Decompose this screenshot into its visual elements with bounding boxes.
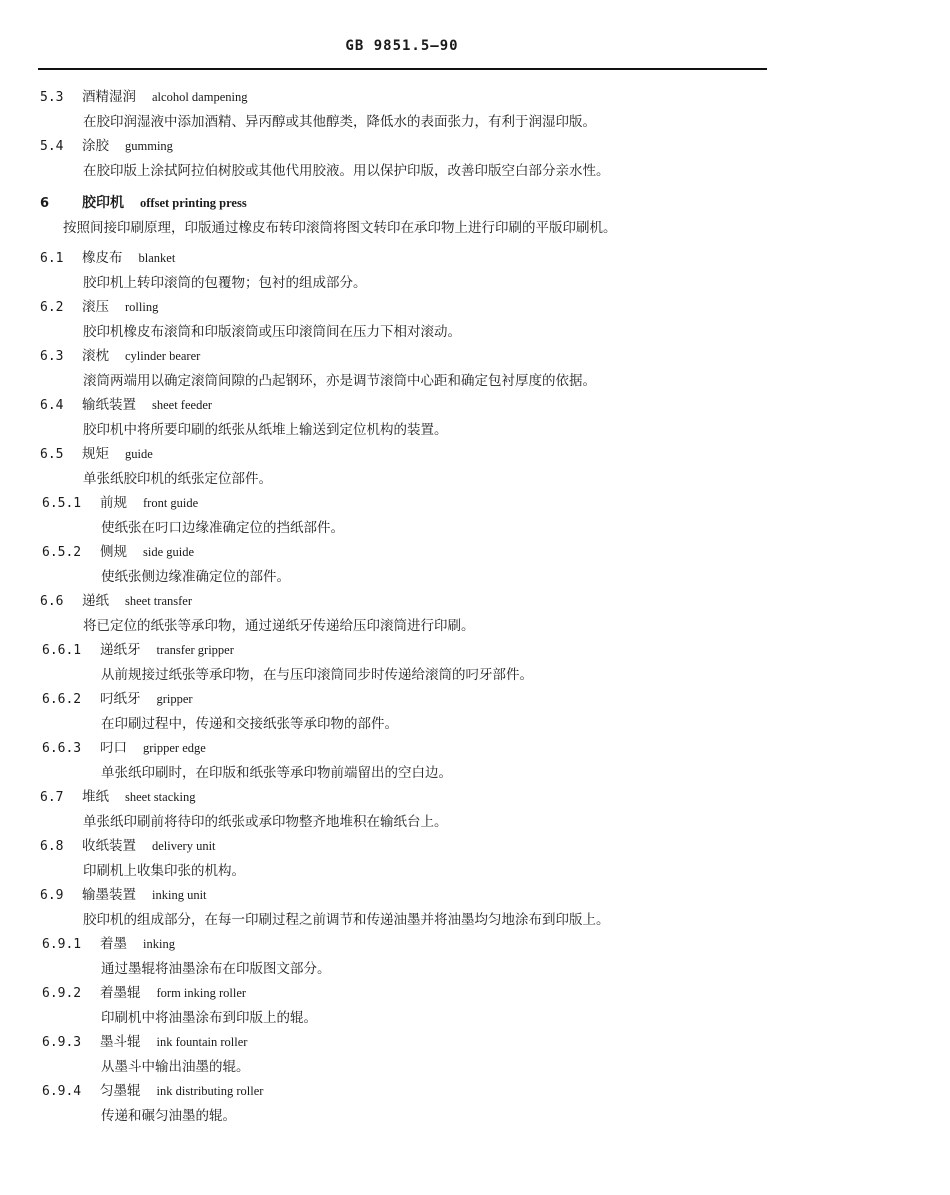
term-line (0, 687, 950, 712)
term (100, 540, 194, 565)
term-english: cylinder bearer (125, 349, 201, 363)
term (82, 883, 207, 908)
term-line (0, 442, 950, 467)
term-entry (0, 834, 950, 883)
term-entry (0, 540, 950, 589)
term-entry (0, 1030, 950, 1079)
clause-number: 6.1 (40, 251, 64, 266)
term-definition: 单张纸胶印机的纸张定位部件。 (83, 471, 272, 487)
clause-number: 6.5 (40, 447, 64, 462)
term (82, 344, 200, 369)
term-chinese: 叼口 (100, 740, 127, 756)
term-entry (0, 638, 950, 687)
clause-number: 6 (40, 196, 50, 211)
clause-number: 5.3 (40, 90, 64, 105)
term-definition: 从前规接过纸张等承印物，在与压印滚筒同步时传递给滚筒的叼牙部件。 (101, 667, 533, 683)
clause-number: 5.4 (40, 139, 64, 154)
term-english: ink fountain roller (156, 1035, 248, 1049)
document-body (0, 85, 950, 1128)
term-english: gripper edge (143, 741, 206, 755)
term-line (0, 981, 950, 1006)
clause-number: 6.3 (40, 349, 64, 364)
term-chinese: 规矩 (82, 446, 109, 462)
term-chinese: 涂胶 (82, 138, 109, 154)
term (82, 834, 216, 859)
term-entry (0, 736, 950, 785)
term-chinese: 输纸装置 (82, 397, 136, 413)
term-entry (0, 687, 950, 736)
header-rule (38, 68, 767, 70)
term-line (0, 134, 950, 159)
term-definition: 在胶印润湿液中添加酒精、异丙醇或其他醇类，降低水的表面张力，有利于润湿印版。 (83, 114, 596, 130)
term-english: rolling (125, 300, 159, 314)
term-line (0, 589, 950, 614)
term-chinese: 着墨 (100, 936, 127, 952)
term-definition: 胶印机中将所要印刷的纸张从纸堆上输送到定位机构的装置。 (83, 422, 448, 438)
term (82, 85, 247, 110)
term-line (0, 540, 950, 565)
term-chinese: 酒精湿润 (82, 89, 136, 105)
term-english: alcohol dampening (152, 90, 248, 104)
term-line (0, 295, 950, 320)
clause-number: 6.9.2 (42, 986, 82, 1001)
term-english: front guide (143, 496, 199, 510)
term-definition: 印刷机中将油墨涂布到印版上的辊。 (101, 1010, 317, 1026)
term (100, 1079, 263, 1104)
term-line (0, 638, 950, 663)
term-chinese: 墨斗辊 (100, 1034, 141, 1050)
term-definition: 使纸张在叼口边缘准确定位的挡纸部件。 (101, 520, 344, 536)
clause-number: 6.9.4 (42, 1084, 82, 1099)
term-entry (0, 442, 950, 491)
term-entry (0, 785, 950, 834)
term-line (0, 344, 950, 369)
term (100, 1030, 247, 1055)
term-definition: 通过墨辊将油墨涂布在印版图文部分。 (101, 961, 331, 977)
clause-number: 6.9.1 (42, 937, 82, 952)
term-entry (0, 932, 950, 981)
term-chinese: 匀墨辊 (100, 1083, 141, 1099)
term-definition: 将已定位的纸张等承印物，通过递纸牙传递给压印滚筒进行印刷。 (83, 618, 475, 634)
term-chinese: 前规 (100, 495, 127, 511)
clause-number: 6.6 (40, 594, 64, 609)
term (100, 981, 246, 1006)
term-line (0, 883, 950, 908)
term-line (0, 393, 950, 418)
term-chinese: 收纸装置 (82, 838, 136, 854)
term-english: offset printing press (140, 196, 247, 210)
term (100, 687, 193, 712)
term-chinese: 侧规 (100, 544, 127, 560)
term-english: delivery unit (152, 839, 216, 853)
term-chinese: 滚枕 (82, 348, 109, 364)
term-definition: 印刷机上收集印张的机构。 (83, 863, 245, 879)
term-line (0, 85, 950, 110)
document-header: GB 9851.5—90 (345, 38, 459, 54)
term-chinese: 递纸牙 (100, 642, 141, 658)
term (82, 134, 173, 159)
term-entry (0, 981, 950, 1030)
clause-number: 6.5.1 (42, 496, 82, 511)
term-english: blanket (138, 251, 176, 265)
term-english: inking unit (152, 888, 207, 902)
clause-number: 6.7 (40, 790, 64, 805)
term-definition: 从墨斗中输出油墨的辊。 (101, 1059, 250, 1075)
term-english: side guide (143, 545, 195, 559)
term-line (0, 491, 950, 516)
term-english: gumming (125, 139, 173, 153)
clause-number: 6.9 (40, 888, 64, 903)
clause-number: 6.9.3 (42, 1035, 82, 1050)
term-english: gripper (156, 692, 193, 706)
clause-number: 6.4 (40, 398, 64, 413)
term-chinese: 着墨辊 (100, 985, 141, 1001)
term-entry (0, 295, 950, 344)
term-entry (0, 191, 950, 240)
term-definition: 使纸张侧边缘准确定位的部件。 (101, 569, 290, 585)
term (82, 589, 192, 614)
term (82, 442, 153, 467)
term-chinese: 递纸 (82, 593, 109, 609)
term-chinese: 叼纸牙 (100, 691, 141, 707)
term-entry (0, 134, 950, 183)
term (82, 246, 175, 271)
clause-number: 6.6.2 (42, 692, 82, 707)
term-english: transfer gripper (156, 643, 234, 657)
term-chinese: 胶印机 (82, 195, 124, 211)
term (100, 736, 206, 761)
term-line (0, 736, 950, 761)
term (82, 785, 195, 810)
term-english: sheet stacking (125, 790, 196, 804)
term-entry (0, 85, 950, 134)
clause-number: 6.6.1 (42, 643, 82, 658)
term-line (0, 1079, 950, 1104)
term-definition: 滚筒两端用以确定滚筒间隙的凸起钢环，亦是调节滚筒中心距和确定包衬厚度的依据。 (83, 373, 596, 389)
term-chinese: 橡皮布 (82, 250, 123, 266)
term-entry (0, 344, 950, 393)
term-definition: 胶印机橡皮布滚筒和印版滚筒或压印滚筒间在压力下相对滚动。 (83, 324, 461, 340)
term (82, 191, 247, 216)
term-definition: 在胶印版上涂拭阿拉伯树胶或其他代用胶液。用以保护印版，改善印版空白部分亲水性。 (83, 163, 610, 179)
term-english: ink distributing roller (156, 1084, 264, 1098)
term-entry (0, 883, 950, 932)
clause-number: 6.8 (40, 839, 64, 854)
term-line (0, 191, 950, 216)
term-chinese: 滚压 (82, 299, 109, 315)
term-english: guide (125, 447, 153, 461)
term-chinese: 堆纸 (82, 789, 109, 805)
term (82, 295, 158, 320)
term-english: form inking roller (156, 986, 247, 1000)
term-line (0, 834, 950, 859)
term-english: sheet transfer (125, 594, 192, 608)
term-english: sheet feeder (152, 398, 213, 412)
term-definition: 在印刷过程中，传递和交接纸张等承印物的部件。 (101, 716, 398, 732)
term-entry (0, 491, 950, 540)
term-definition: 胶印机的组成部分，在每一印刷过程之前调节和传递油墨并将油墨均匀地涂布到印版上。 (83, 912, 610, 928)
term-line (0, 785, 950, 810)
term-english: inking (143, 937, 175, 951)
term-entry (0, 393, 950, 442)
term-entry (0, 589, 950, 638)
clause-number: 6.5.2 (42, 545, 82, 560)
term-entry (0, 1079, 950, 1128)
term-definition: 按照间接印刷原理，印版通过橡皮布转印滚筒将图文转印在承印物上进行印刷的平版印刷机。 (63, 220, 617, 236)
term-definition: 传递和碾匀油墨的辊。 (101, 1108, 236, 1124)
term (100, 932, 175, 957)
term-definition: 单张纸印刷时，在印版和纸张等承印物前端留出的空白边。 (101, 765, 452, 781)
term-entry (0, 246, 950, 295)
clause-number: 6.6.3 (42, 741, 82, 756)
term (100, 491, 198, 516)
term-line (0, 1030, 950, 1055)
term (100, 638, 234, 663)
term-line (0, 246, 950, 271)
term-definition: 胶印机上转印滚筒的包覆物；包衬的组成部分。 (83, 275, 367, 291)
term-definition: 单张纸印刷前将待印的纸张或承印物整齐地堆积在输纸台上。 (83, 814, 448, 830)
clause-number: 6.2 (40, 300, 64, 315)
term (82, 393, 212, 418)
term-line (0, 932, 950, 957)
term-chinese: 输墨装置 (82, 887, 136, 903)
